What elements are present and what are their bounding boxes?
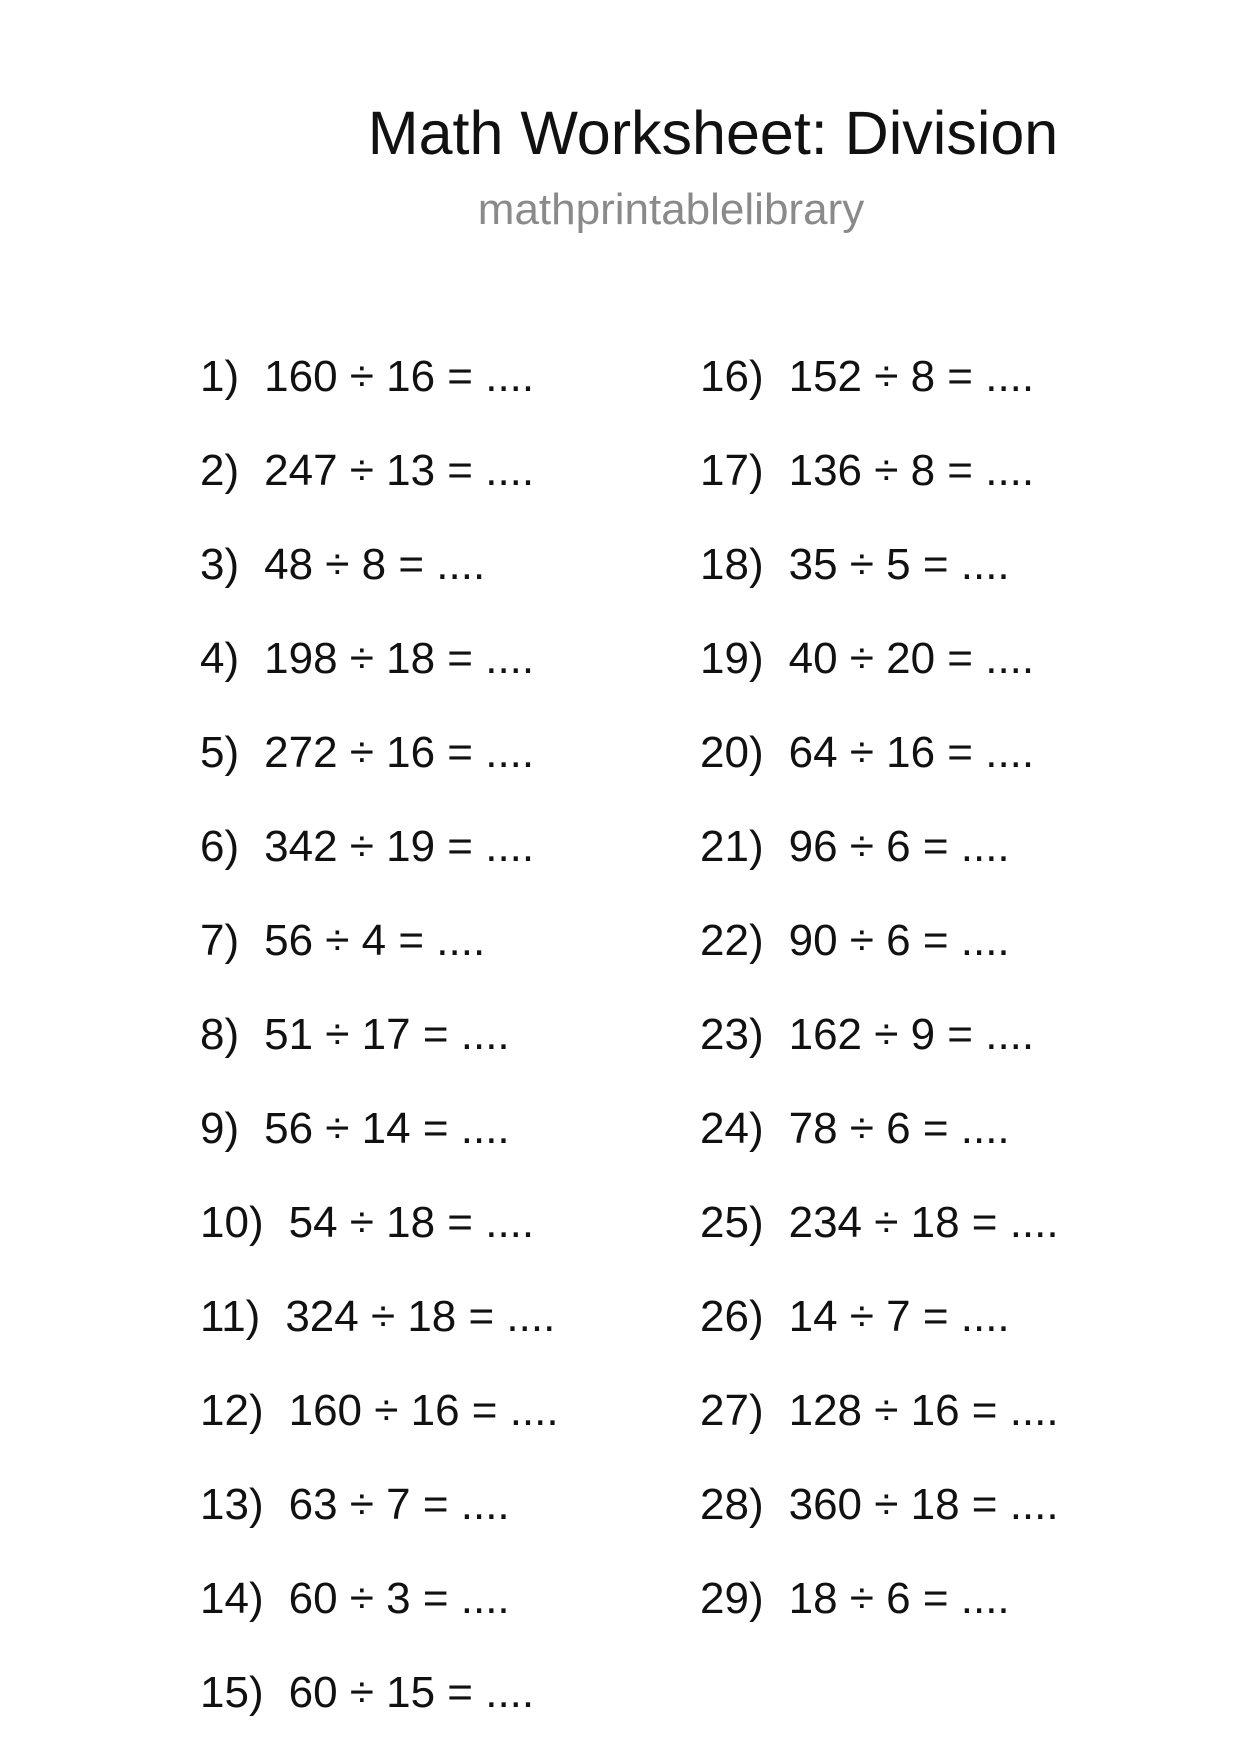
problem-number: 26) (700, 1292, 764, 1341)
problem-item (200, 1480, 510, 1530)
problem-number: 4) (200, 634, 240, 683)
problem-item (700, 916, 1010, 966)
problem-number: 28) (700, 1480, 764, 1529)
problem-expression: 342 ÷ 19 = .... (264, 822, 535, 871)
problem-item (200, 446, 534, 496)
problem-expression: 198 ÷ 18 = .... (264, 634, 535, 683)
problem-expression: 54 ÷ 18 = .... (288, 1198, 535, 1247)
problem-item (200, 1386, 559, 1436)
problem-expression: 60 ÷ 3 = .... (288, 1574, 510, 1623)
problem-number: 9) (200, 1104, 240, 1153)
problem-expression: 63 ÷ 7 = .... (288, 1480, 510, 1529)
problem-expression: 160 ÷ 16 = .... (288, 1386, 559, 1435)
problem-item (700, 728, 1034, 778)
problem-item (200, 540, 485, 590)
problem-item (700, 634, 1034, 684)
worksheet-title: Math Worksheet: Division (367, 99, 1059, 167)
problem-expression: 324 ÷ 18 = .... (285, 1292, 556, 1341)
problem-number: 23) (700, 1010, 764, 1059)
problem-expression: 56 ÷ 14 = .... (264, 1104, 510, 1153)
problem-item (700, 1574, 1010, 1624)
problem-number: 14) (200, 1574, 264, 1623)
problem-number: 1) (200, 352, 240, 401)
problem-expression: 162 ÷ 9 = .... (788, 1010, 1035, 1059)
problem-item (200, 728, 534, 778)
problem-item (700, 1010, 1034, 1060)
problem-number: 16) (700, 352, 764, 401)
problem-number: 10) (200, 1198, 264, 1247)
problem-item (200, 352, 534, 402)
problem-item (200, 634, 534, 684)
problem-number: 24) (700, 1104, 764, 1153)
problem-item (200, 916, 485, 966)
problem-number: 5) (200, 728, 240, 777)
problem-expression: 40 ÷ 20 = .... (788, 634, 1035, 683)
problem-number: 15) (200, 1668, 264, 1717)
problem-item (700, 540, 1010, 590)
problem-number: 22) (700, 916, 764, 965)
problem-number: 25) (700, 1198, 764, 1247)
problem-expression: 18 ÷ 6 = .... (788, 1574, 1010, 1623)
problem-expression: 60 ÷ 15 = .... (288, 1668, 535, 1717)
problem-item (700, 1480, 1059, 1530)
problem-item (700, 1292, 1010, 1342)
problem-item (700, 822, 1010, 872)
problem-expression: 160 ÷ 16 = .... (264, 352, 535, 401)
problem-number: 8) (200, 1010, 240, 1059)
problem-expression: 152 ÷ 8 = .... (788, 352, 1035, 401)
problem-expression: 360 ÷ 18 = .... (788, 1480, 1059, 1529)
problem-item (700, 1198, 1059, 1248)
problem-expression: 272 ÷ 16 = .... (264, 728, 535, 777)
problem-number: 17) (700, 446, 764, 495)
problem-number: 11) (200, 1292, 261, 1341)
problem-item (700, 1104, 1010, 1154)
problem-number: 6) (200, 822, 240, 871)
problem-item (200, 1198, 534, 1248)
problem-expression: 128 ÷ 16 = .... (788, 1386, 1059, 1435)
problem-number: 3) (200, 540, 240, 589)
problem-number: 13) (200, 1480, 264, 1529)
problem-item (200, 1574, 510, 1624)
problem-expression: 51 ÷ 17 = .... (264, 1010, 510, 1059)
problem-number: 29) (700, 1574, 764, 1623)
problem-item (200, 822, 534, 872)
problem-number: 12) (200, 1386, 264, 1435)
problem-item (700, 446, 1034, 496)
problem-expression: 56 ÷ 4 = .... (264, 916, 486, 965)
problem-number: 19) (700, 634, 764, 683)
problem-item (700, 352, 1034, 402)
worksheet-subtitle: mathprintablelibrary (477, 185, 865, 234)
problem-expression: 136 ÷ 8 = .... (788, 446, 1035, 495)
problem-number: 18) (700, 540, 764, 589)
problem-expression: 90 ÷ 6 = .... (788, 916, 1010, 965)
problem-expression: 48 ÷ 8 = .... (264, 540, 486, 589)
problem-item (200, 1104, 510, 1154)
problem-expression: 64 ÷ 16 = .... (788, 728, 1035, 777)
problem-expression: 96 ÷ 6 = .... (788, 822, 1010, 871)
problem-expression: 35 ÷ 5 = .... (788, 540, 1010, 589)
problem-item (700, 1386, 1059, 1436)
problem-item (200, 1292, 555, 1342)
problem-expression: 234 ÷ 18 = .... (788, 1198, 1059, 1247)
problem-item (200, 1010, 510, 1060)
problem-item (200, 1668, 534, 1718)
problem-number: 21) (700, 822, 764, 871)
problem-number: 7) (200, 916, 240, 965)
problem-expression: 14 ÷ 7 = .... (788, 1292, 1010, 1341)
problem-expression: 247 ÷ 13 = .... (264, 446, 535, 495)
problem-number: 2) (200, 446, 240, 495)
problem-number: 27) (700, 1386, 764, 1435)
problem-expression: 78 ÷ 6 = .... (788, 1104, 1010, 1153)
problem-number: 20) (700, 728, 764, 777)
